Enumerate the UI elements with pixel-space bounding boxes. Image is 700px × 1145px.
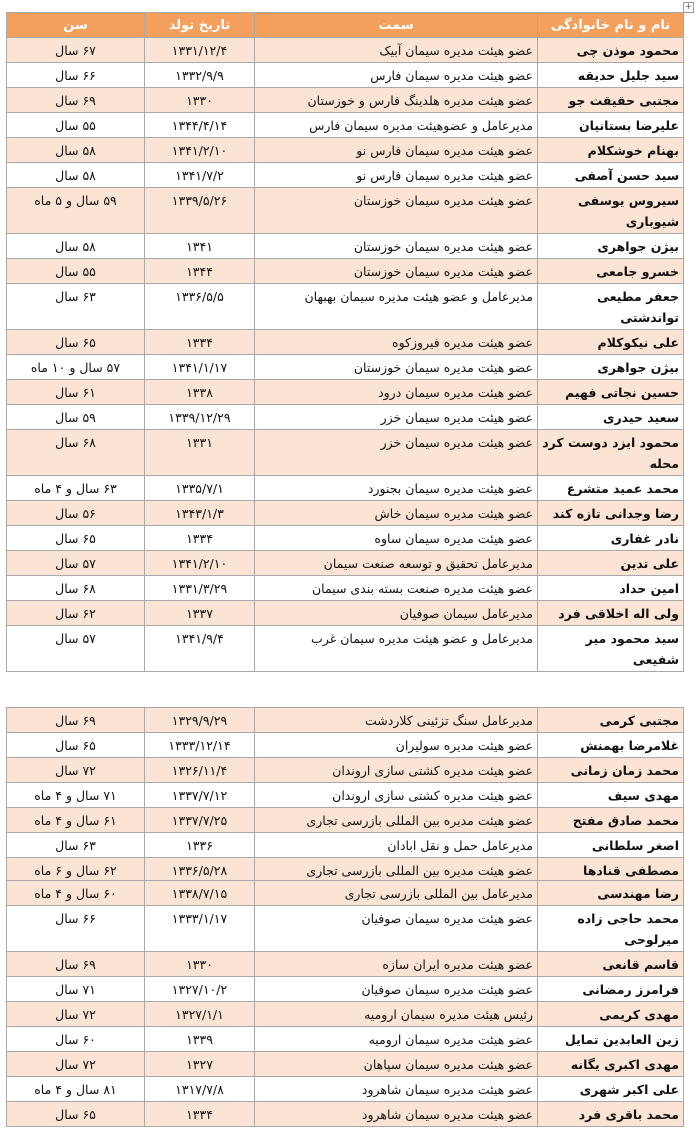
cell-birth-date: ۱۳۳۴ [145, 1102, 255, 1127]
cell-age: ۶۳ سال و ۴ ماه [7, 476, 145, 501]
cell-birth-date: ۱۳۴۱/۲/۱۰ [145, 551, 255, 576]
cell-name: خسرو جامعی [538, 259, 684, 284]
table-row [7, 63, 684, 88]
cell-age: ۶۹ سال [7, 88, 145, 113]
cell-position: مدیرعامل و عضو هیئت مدیره سیمان غرب [255, 626, 538, 672]
cell-position: عضو هیئت مدیره فیروزکوه [255, 330, 538, 355]
cell-position: عضو هیئت مدیره سیمان صوفیان [255, 906, 538, 952]
cell-age: ۷۱ سال و ۴ ماه [7, 783, 145, 808]
cell-age: ۵۷ سال [7, 551, 145, 576]
cell-position: عضو هیئت مدیره کشتی سازی اروندان [255, 783, 538, 808]
cell-birth-date: ۱۳۲۶/۱۱/۴ [145, 758, 255, 783]
table-row [7, 88, 684, 113]
cell-name: مجتبی حقیقت جو [538, 88, 684, 113]
cell-name: علی اکبر شهری [538, 1077, 684, 1102]
header-row [7, 13, 684, 38]
cell-position: مدیرعامل حمل و نقل ابادان [255, 833, 538, 858]
cell-name: ولی اله اخلاقی فرد [538, 601, 684, 626]
cell-birth-date: ۱۳۱۷/۷/۸ [145, 1077, 255, 1102]
cell-position: مدیرعامل بین المللی بازرسی تجاری [255, 881, 538, 906]
cell-age: ۶۳ سال [7, 284, 145, 330]
cell-name: نادر غفاری [538, 526, 684, 551]
table-row [7, 163, 684, 188]
directors-table-3 [6, 880, 684, 1127]
table-row [7, 1002, 684, 1027]
table-row [7, 858, 684, 883]
cell-name: زین العابدین تمایل [538, 1027, 684, 1052]
cell-position: عضو هیئت مدیره سیمان خوزستان [255, 234, 538, 259]
cell-position: عضو هیئت مدیره سیمان سپاهان [255, 1052, 538, 1077]
cell-position: عضو هیئت مدیره سیمان صوفیان [255, 977, 538, 1002]
cell-name: سیروس یوسفی شیوباری [538, 188, 684, 234]
table-row [7, 284, 684, 330]
cell-name: سعید حیدری [538, 405, 684, 430]
cell-birth-date: ۱۳۳۱/۱۲/۴ [145, 38, 255, 63]
cell-birth-date: ۱۳۴۱ [145, 234, 255, 259]
cell-age: ۶۸ سال [7, 430, 145, 476]
cell-position: مدیرعامل و عضوهیئت مدیره سیمان فارس [255, 113, 538, 138]
cell-name: سید حسن آصفی [538, 163, 684, 188]
cell-position: عضو هیئت مدیره سیمان بجنورد [255, 476, 538, 501]
cell-position: عضو هیئت مدیره بین المللی بازرسی تجاری [255, 808, 538, 833]
header-age: سن [7, 13, 145, 38]
cell-name: علیرضا بستانیان [538, 113, 684, 138]
cell-birth-date: ۱۳۳۵/۷/۱ [145, 476, 255, 501]
cell-birth-date: ۱۳۴۴ [145, 259, 255, 284]
header-name: نام و نام خانوادگی [538, 13, 684, 38]
table-row [7, 1052, 684, 1077]
table-row [7, 977, 684, 1002]
cell-birth-date: ۱۳۳۱ [145, 430, 255, 476]
cell-position: عضو هیئت مدیره بین المللی بازرسی تجاری [255, 858, 538, 883]
table-row [7, 113, 684, 138]
cell-age: ۶۵ سال [7, 733, 145, 758]
cell-age: ۵۶ سال [7, 501, 145, 526]
table-block-2 [6, 707, 683, 883]
cell-birth-date: ۱۳۴۱/۲/۱۰ [145, 138, 255, 163]
cell-position: عضو هیئت مدیره سیمان فارس نو [255, 138, 538, 163]
cell-birth-date: ۱۳۳۱/۳/۲۹ [145, 576, 255, 601]
cell-age: ۶۲ سال و ۶ ماه [7, 858, 145, 883]
cell-name: سید جلیل حدیقه [538, 63, 684, 88]
cell-name: جعفر مطیعی تواندشتی [538, 284, 684, 330]
cell-name: بیژن جواهری [538, 355, 684, 380]
table-row [7, 38, 684, 63]
cell-age: ۶۱ سال و ۴ ماه [7, 808, 145, 833]
cell-age: ۶۰ سال و ۴ ماه [7, 881, 145, 906]
cell-birth-date: ۱۳۲۷/۱۰/۲ [145, 977, 255, 1002]
cell-birth-date: ۱۳۴۱/۱/۱۷ [145, 355, 255, 380]
cell-birth-date: ۱۳۴۱/۹/۴ [145, 626, 255, 672]
table-row [7, 234, 684, 259]
cell-birth-date: ۱۳۳۸/۷/۱۵ [145, 881, 255, 906]
table-row [7, 476, 684, 501]
cell-position: عضو هیئت مدیره سیمان ارومیه [255, 1027, 538, 1052]
cell-birth-date: ۱۳۳۳/۱۲/۱۴ [145, 733, 255, 758]
cell-name: محمود ایزد دوست کرد محله [538, 430, 684, 476]
table-row [7, 626, 684, 672]
table-row [7, 952, 684, 977]
cell-age: ۶۵ سال [7, 1102, 145, 1127]
cell-position: عضو هیئت مدیره سیمان خوزستان [255, 355, 538, 380]
cell-name: فرامرز رمضانی [538, 977, 684, 1002]
cell-birth-date: ۱۳۲۷ [145, 1052, 255, 1077]
table-row [7, 355, 684, 380]
table-row [7, 906, 684, 952]
header-birth-date: تاریخ تولد [145, 13, 255, 38]
cell-position: عضو هیئت مدیره سیمان خزر [255, 430, 538, 476]
cell-birth-date: ۱۳۴۱/۷/۲ [145, 163, 255, 188]
table-row [7, 758, 684, 783]
table-row [7, 1027, 684, 1052]
cell-position: عضو هیئت مدیره سیمان شاهرود [255, 1077, 538, 1102]
cell-age: ۸۱ سال و ۴ ماه [7, 1077, 145, 1102]
table-row [7, 1077, 684, 1102]
cell-age: ۵۹ سال [7, 405, 145, 430]
cell-birth-date: ۱۳۳۷/۷/۲۵ [145, 808, 255, 833]
cell-age: ۵۸ سال [7, 138, 145, 163]
cell-age: ۶۰ سال [7, 1027, 145, 1052]
table-row [7, 783, 684, 808]
cell-birth-date: ۱۳۳۷ [145, 601, 255, 626]
cell-position: عضو هیئت مدیره سیمان آبیک [255, 38, 538, 63]
cell-name: مجتبی کرمی [538, 708, 684, 733]
cell-age: ۶۸ سال [7, 576, 145, 601]
table-row [7, 551, 684, 576]
cell-position: عضو هیئت مدیره ایران سازه [255, 952, 538, 977]
cell-position: رئیس هیئت مدیره سیمان ارومیه [255, 1002, 538, 1027]
cell-birth-date: ۱۳۳۲/۹/۹ [145, 63, 255, 88]
table-row [7, 430, 684, 476]
table-row [7, 881, 684, 906]
cell-age: ۶۳ سال [7, 833, 145, 858]
move-handle-icon[interactable]: + [684, 2, 693, 12]
cell-age: ۶۵ سال [7, 526, 145, 551]
cell-age: ۶۶ سال [7, 63, 145, 88]
cell-name: مهدی کریمی [538, 1002, 684, 1027]
cell-name: رضا وجدانی تازه کند [538, 501, 684, 526]
cell-position: مدیرعامل سیمان صوفیان [255, 601, 538, 626]
cell-name: سید محمود میر شفیعی [538, 626, 684, 672]
table-row [7, 501, 684, 526]
cell-name: محمود موذن چی [538, 38, 684, 63]
cell-name: علی نیکوکلام [538, 330, 684, 355]
cell-name: محمد عمید متشرع [538, 476, 684, 501]
table-row [7, 188, 684, 234]
cell-age: ۶۹ سال [7, 952, 145, 977]
cell-name: قاسم قانعی [538, 952, 684, 977]
cell-birth-date: ۱۳۳۴ [145, 330, 255, 355]
cell-age: ۶۲ سال [7, 601, 145, 626]
cell-position: مدیرعامل سنگ تزئینی کلاردشت [255, 708, 538, 733]
cell-name: بیژن جواهری [538, 234, 684, 259]
cell-position: عضو هیئت مدیره سیمان خاش [255, 501, 538, 526]
cell-age: ۵۷ سال و ۱۰ ماه [7, 355, 145, 380]
table-row [7, 1102, 684, 1127]
cell-birth-date: ۱۳۳۰ [145, 952, 255, 977]
cell-age: ۵۹ سال و ۵ ماه [7, 188, 145, 234]
cell-birth-date: ۱۳۳۹/۵/۲۶ [145, 188, 255, 234]
table-row [7, 733, 684, 758]
cell-birth-date: ۱۳۳۸ [145, 380, 255, 405]
cell-age: ۵۵ سال [7, 259, 145, 284]
cell-position: عضو هیئت مدیره سیمان خزر [255, 405, 538, 430]
directors-table-1 [6, 12, 684, 672]
cell-age: ۷۲ سال [7, 1002, 145, 1027]
table-row [7, 330, 684, 355]
cell-birth-date: ۱۳۳۳/۱/۱۷ [145, 906, 255, 952]
cell-birth-date: ۱۳۳۶ [145, 833, 255, 858]
cell-position: عضو هیئت مدیره سیمان خوزستان [255, 188, 538, 234]
cell-birth-date: ۱۳۳۹ [145, 1027, 255, 1052]
table-block-1 [6, 12, 683, 672]
table-row [7, 259, 684, 284]
cell-name: اصغر سلطانی [538, 833, 684, 858]
cell-position: عضو هیئت مدیره سیمان فارس نو [255, 163, 538, 188]
cell-position: عضو هیئت مدیره صنعت بسته بندی سیمان [255, 576, 538, 601]
cell-name: حسین نجاتی فهیم [538, 380, 684, 405]
table-row [7, 808, 684, 833]
cell-age: ۶۵ سال [7, 330, 145, 355]
cell-age: ۶۹ سال [7, 708, 145, 733]
cell-name: علی تدین [538, 551, 684, 576]
table-row [7, 708, 684, 733]
cell-age: ۶۷ سال [7, 38, 145, 63]
table-row [7, 601, 684, 626]
cell-name: مهدی سیف [538, 783, 684, 808]
cell-age: ۷۲ سال [7, 758, 145, 783]
cell-birth-date: ۱۳۳۶/۵/۲۸ [145, 858, 255, 883]
cell-name: مصطفی قنادها [538, 858, 684, 883]
cell-position: عضو هیئت مدیره سیمان خوزستان [255, 259, 538, 284]
cell-age: ۵۸ سال [7, 163, 145, 188]
cell-name: محمد صادق مفتح [538, 808, 684, 833]
cell-birth-date: ۱۳۴۴/۴/۱۴ [145, 113, 255, 138]
cell-age: ۵۷ سال [7, 626, 145, 672]
cell-age: ۵۸ سال [7, 234, 145, 259]
cell-birth-date: ۱۳۳۰ [145, 88, 255, 113]
header-position: سمت [255, 13, 538, 38]
table-row [7, 576, 684, 601]
cell-name: رضا مهندسی [538, 881, 684, 906]
cell-position: عضو هیئت مدیره سولیران [255, 733, 538, 758]
cell-position: مدیرعامل و عضو هیئت مدیره سیمان بهبهان [255, 284, 538, 330]
cell-position: عضو هیئت مدیره سیمان شاهرود [255, 1102, 538, 1127]
cell-name: محمد حاجی زاده میرلوحی [538, 906, 684, 952]
cell-position: عضو هیئت مدیره کشتی سازی اروندان [255, 758, 538, 783]
cell-name: امین حداد [538, 576, 684, 601]
cell-name: مهدی اکبری یگانه [538, 1052, 684, 1077]
cell-position: عضو هیئت مدیره هلدینگ فارس و خوزستان [255, 88, 538, 113]
cell-age: ۷۱ سال [7, 977, 145, 1002]
cell-name: محمد زمان زمانی [538, 758, 684, 783]
cell-position: عضو هیئت مدیره سیمان درود [255, 380, 538, 405]
cell-birth-date: ۱۳۳۶/۵/۵ [145, 284, 255, 330]
cell-position: عضو هیئت مدیره سیمان ساوه [255, 526, 538, 551]
table-row [7, 405, 684, 430]
table-row [7, 526, 684, 551]
cell-age: ۶۶ سال [7, 906, 145, 952]
directors-table-2 [6, 707, 684, 883]
table-row [7, 833, 684, 858]
cell-birth-date: ۱۳۳۹/۱۲/۲۹ [145, 405, 255, 430]
table-row [7, 138, 684, 163]
cell-birth-date: ۱۳۴۳/۱/۳ [145, 501, 255, 526]
cell-birth-date: ۱۳۲۷/۱/۱ [145, 1002, 255, 1027]
cell-name: بهنام خوشکلام [538, 138, 684, 163]
cell-name: محمد باقری فرد [538, 1102, 684, 1127]
cell-age: ۶۱ سال [7, 380, 145, 405]
table-row [7, 380, 684, 405]
cell-birth-date: ۱۳۳۴ [145, 526, 255, 551]
cell-age: ۷۲ سال [7, 1052, 145, 1077]
table-block-3 [6, 880, 683, 1127]
cell-name: غلامرضا بهمنش [538, 733, 684, 758]
cell-birth-date: ۱۳۳۷/۷/۱۲ [145, 783, 255, 808]
cell-birth-date: ۱۳۲۹/۹/۲۹ [145, 708, 255, 733]
cell-age: ۵۵ سال [7, 113, 145, 138]
cell-position: عضو هیئت مدیره سیمان فارس [255, 63, 538, 88]
cell-position: مدیرعامل تحقیق و توسعه صنعت سیمان [255, 551, 538, 576]
